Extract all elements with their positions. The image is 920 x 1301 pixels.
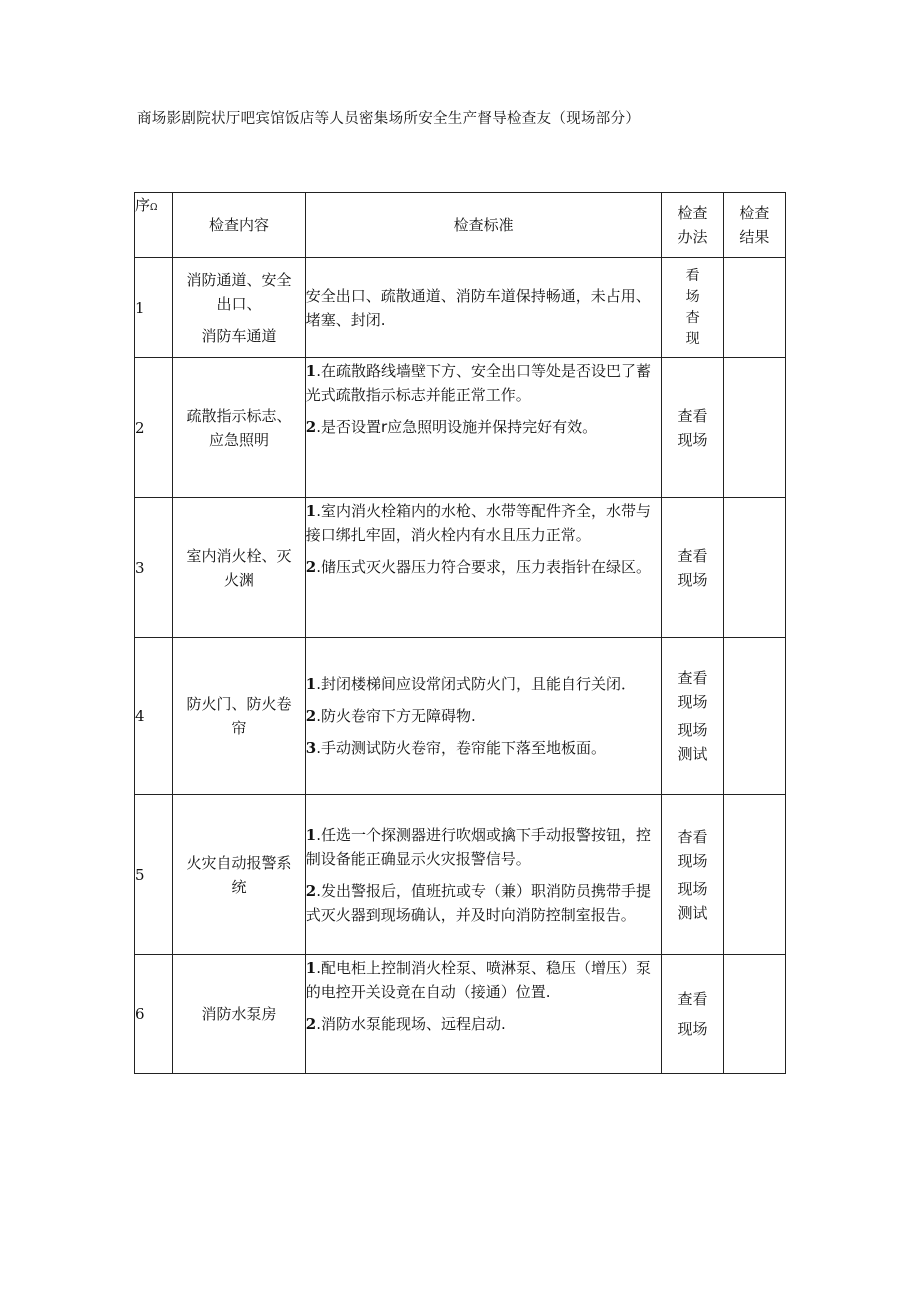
check-standard: 1.封闭楼梯间应设常闭式防火门，且能自行关闭． 2.防火卷帘下方无障碍物. 3.手动测试防火卷帘，卷帘能下落至地板面。 (305, 638, 662, 795)
row-number: 6 (135, 955, 173, 1074)
check-standard: 1.在疏散路线墙壁下方、安全出口等处是否设巴了蓄光式疏散指示标志并能正常工作。 2.是否设置r应急照明设施并保持完好有效。 (305, 358, 662, 498)
row-number: 1 (135, 258, 173, 358)
check-result (723, 795, 785, 955)
table-row (135, 638, 786, 795)
check-standard: 1.任选一个探测器进行吹烟或擒下手动报警按钮，控制设备能正确显示火灾报警信号。 2.发出警报后，值班抗或专（兼）职消防员携带手提式灭火器到现场确认，并及时向消防控制室报告。 (305, 795, 662, 955)
row-number: 3 (135, 498, 173, 638)
document-title: 商场影剧院状厅吧宾馆饭店等人员密集场所安全生产督导检查友（现场部分） (137, 111, 641, 127)
check-item: 防火门、防火卷 帘 (173, 638, 306, 795)
table-row (135, 358, 786, 498)
header-row (135, 193, 786, 258)
check-item: 火灾自动报警系 统 (173, 795, 306, 955)
check-method: 查看 现场 (662, 955, 723, 1074)
check-item: 室内消火栓、灭 火渊 (173, 498, 306, 638)
header-no: 序Ω (135, 193, 173, 258)
check-standard: 1.配电柜上控制消火栓泵、喷淋泵、稳压（增压）泵的电控开关设竟在自动（接通）位置. 2.消防水泵能现场、远程启动. (305, 955, 662, 1074)
header-result: 检查 结果 (723, 193, 785, 258)
check-item: 消防水泵房 (173, 955, 306, 1074)
inspection-table (134, 192, 786, 1074)
table-row (135, 955, 786, 1074)
row-number: 4 (135, 638, 173, 795)
header-item: 检查内容 (173, 193, 306, 258)
row-number: 5 (135, 795, 173, 955)
table-row (135, 258, 786, 358)
check-result (723, 258, 785, 358)
check-method: 杳看 现场 现场 测试 (662, 795, 723, 955)
check-result (723, 358, 785, 498)
row-number: 2 (135, 358, 173, 498)
header-method: 检查 办法 (662, 193, 723, 258)
check-result (723, 498, 785, 638)
table-row (135, 498, 786, 638)
check-standard: 安全出口、疏散通道、消防车道保持畅通，未占用、堵塞、封闭. (305, 258, 662, 358)
check-item: 消防通道、安全 出口、 消防车通道 (173, 258, 306, 358)
table-row (135, 795, 786, 955)
check-standard: 1.室内消火栓箱内的水枪、水带等配件齐全，水带与接口绑扎牢固，消火栓内有水且压力正常。 2.储压式灭火器压力符合要求，压力表指针在绿区。 (305, 498, 662, 638)
check-result (723, 955, 785, 1074)
check-item: 疏散指示标志、 应急照明 (173, 358, 306, 498)
header-standard: 检查标准 (305, 193, 662, 258)
check-result (723, 638, 785, 795)
check-method: 查看 现场 (662, 358, 723, 498)
check-method: 查看 现场 现场 测试 (662, 638, 723, 795)
check-method: 看 场 杳 现 (662, 258, 723, 358)
check-method: 查看 现场 (662, 498, 723, 638)
